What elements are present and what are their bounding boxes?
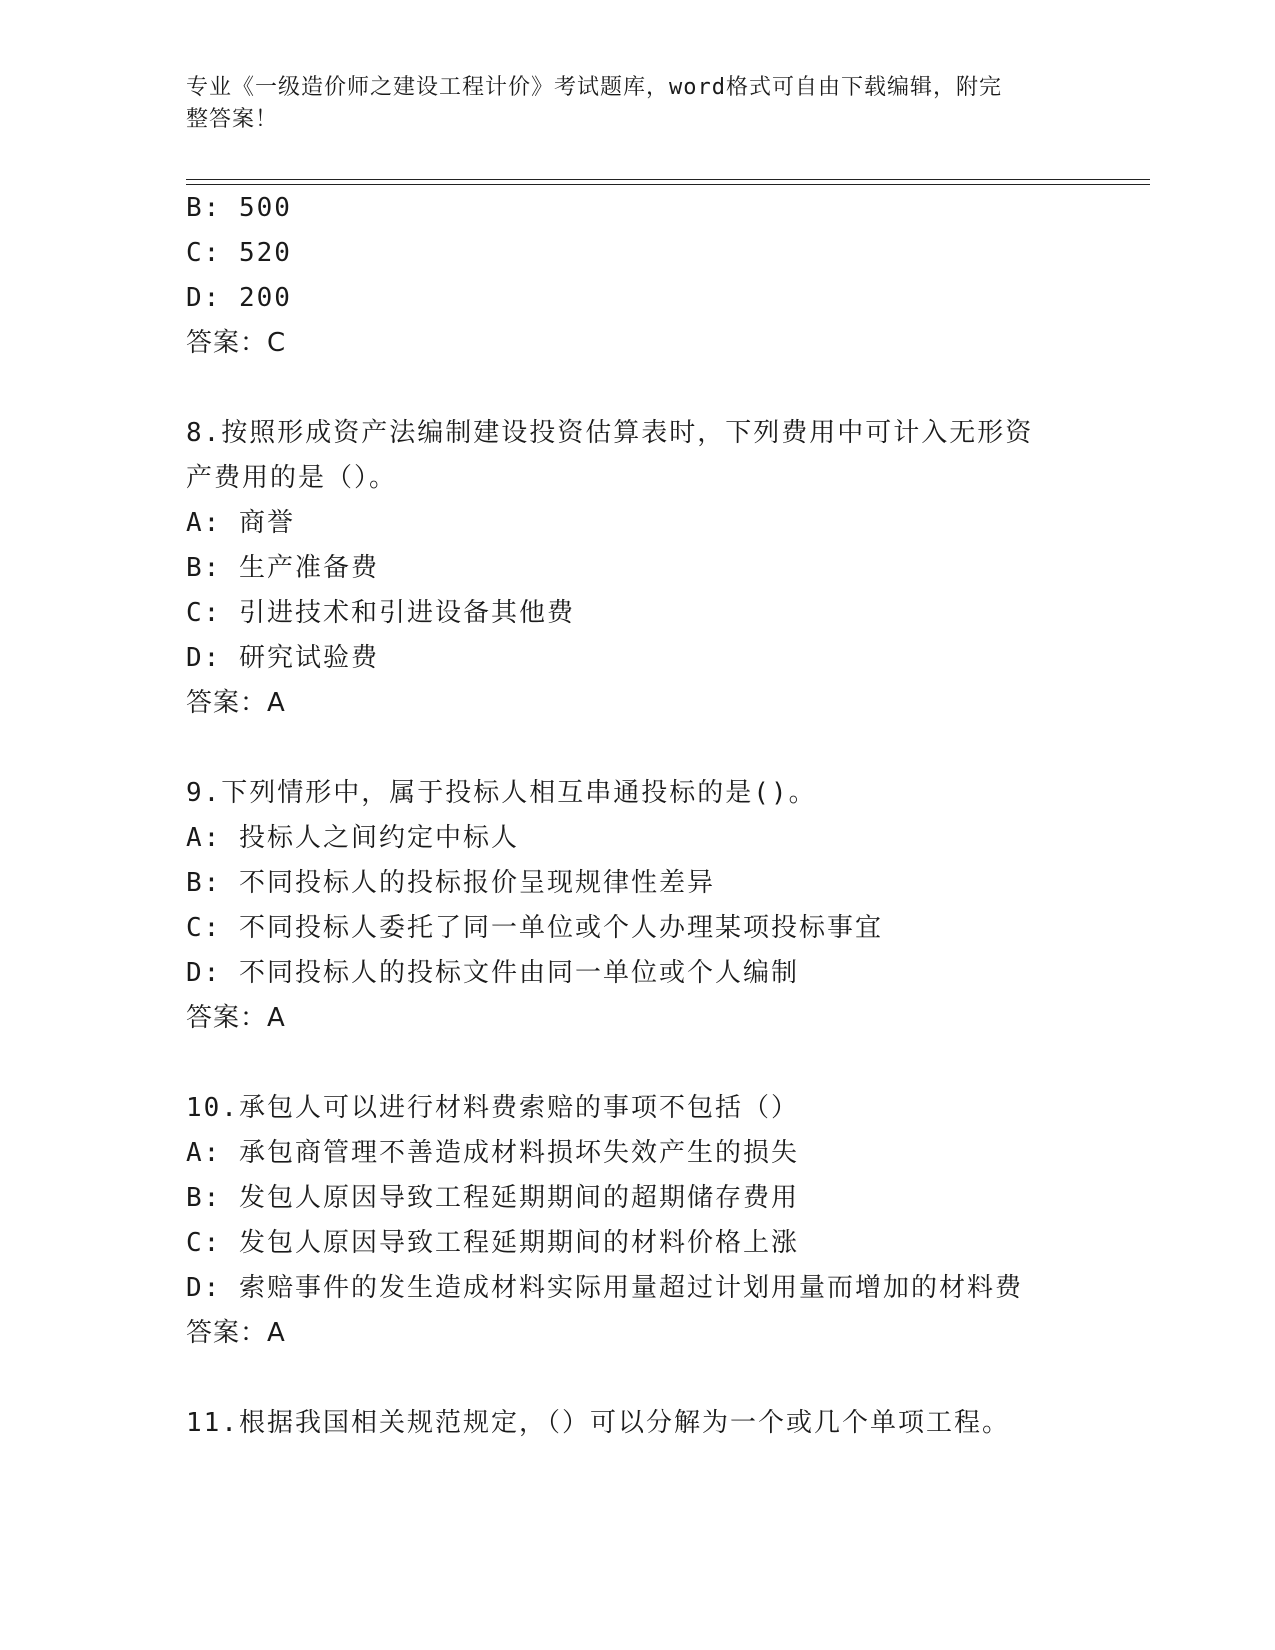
option-d: D: 200 bbox=[186, 283, 292, 313]
option-c: C: 不同投标人委托了同一单位或个人办理某项投标事宜 bbox=[186, 913, 883, 943]
option-a: A: 投标人之间约定中标人 bbox=[186, 823, 519, 853]
question-stem: 11.根据我国相关规范规定，（）可以分解为一个或几个单项工程。 bbox=[186, 1408, 1010, 1438]
option-d: D: 研究试验费 bbox=[186, 643, 379, 673]
answer: 答案：A bbox=[186, 1003, 286, 1033]
option-a: A: 商誉 bbox=[186, 508, 295, 538]
answer: 答案：A bbox=[186, 688, 286, 718]
header-line-2: 整答案！ bbox=[186, 107, 279, 132]
header-line-1: 专业《一级造价师之建设工程计价》考试题库，word格式可自由下载编辑，附完 bbox=[186, 75, 1002, 100]
answer: 答案：A bbox=[186, 1318, 286, 1348]
option-b: B: 发包人原因导致工程延期期间的超期储存费用 bbox=[186, 1183, 799, 1213]
question-stem-continued: 产费用的是（）。 bbox=[186, 463, 398, 493]
option-a: A: 承包商管理不善造成材料损坏失效产生的损失 bbox=[186, 1138, 799, 1168]
header-rule-top bbox=[186, 179, 1150, 180]
option-b: B: 生产准备费 bbox=[186, 553, 379, 583]
option-c: C: 引进技术和引进设备其他费 bbox=[186, 598, 575, 628]
option-c: C: 发包人原因导致工程延期期间的材料价格上涨 bbox=[186, 1228, 799, 1258]
page-header bbox=[186, 72, 1066, 136]
option-b: B: 500 bbox=[186, 193, 292, 223]
answer: 答案：C bbox=[186, 328, 287, 358]
question-stem: 9.下列情形中，属于投标人相互串通投标的是()。 bbox=[186, 778, 817, 808]
option-b: B: 不同投标人的投标报价呈现规律性差异 bbox=[186, 868, 715, 898]
header-rule-bottom bbox=[186, 184, 1150, 185]
option-c: C: 520 bbox=[186, 238, 292, 268]
question-stem: 8.按照形成资产法编制建设投资估算表时，下列费用中可计入无形资 bbox=[186, 418, 1034, 448]
option-d: D: 索赔事件的发生造成材料实际用量超过计划用量而增加的材料费 bbox=[186, 1273, 1023, 1303]
option-d: D: 不同投标人的投标文件由同一单位或个人编制 bbox=[186, 958, 799, 988]
question-stem: 10.承包人可以进行材料费索赔的事项不包括（） bbox=[186, 1093, 799, 1123]
